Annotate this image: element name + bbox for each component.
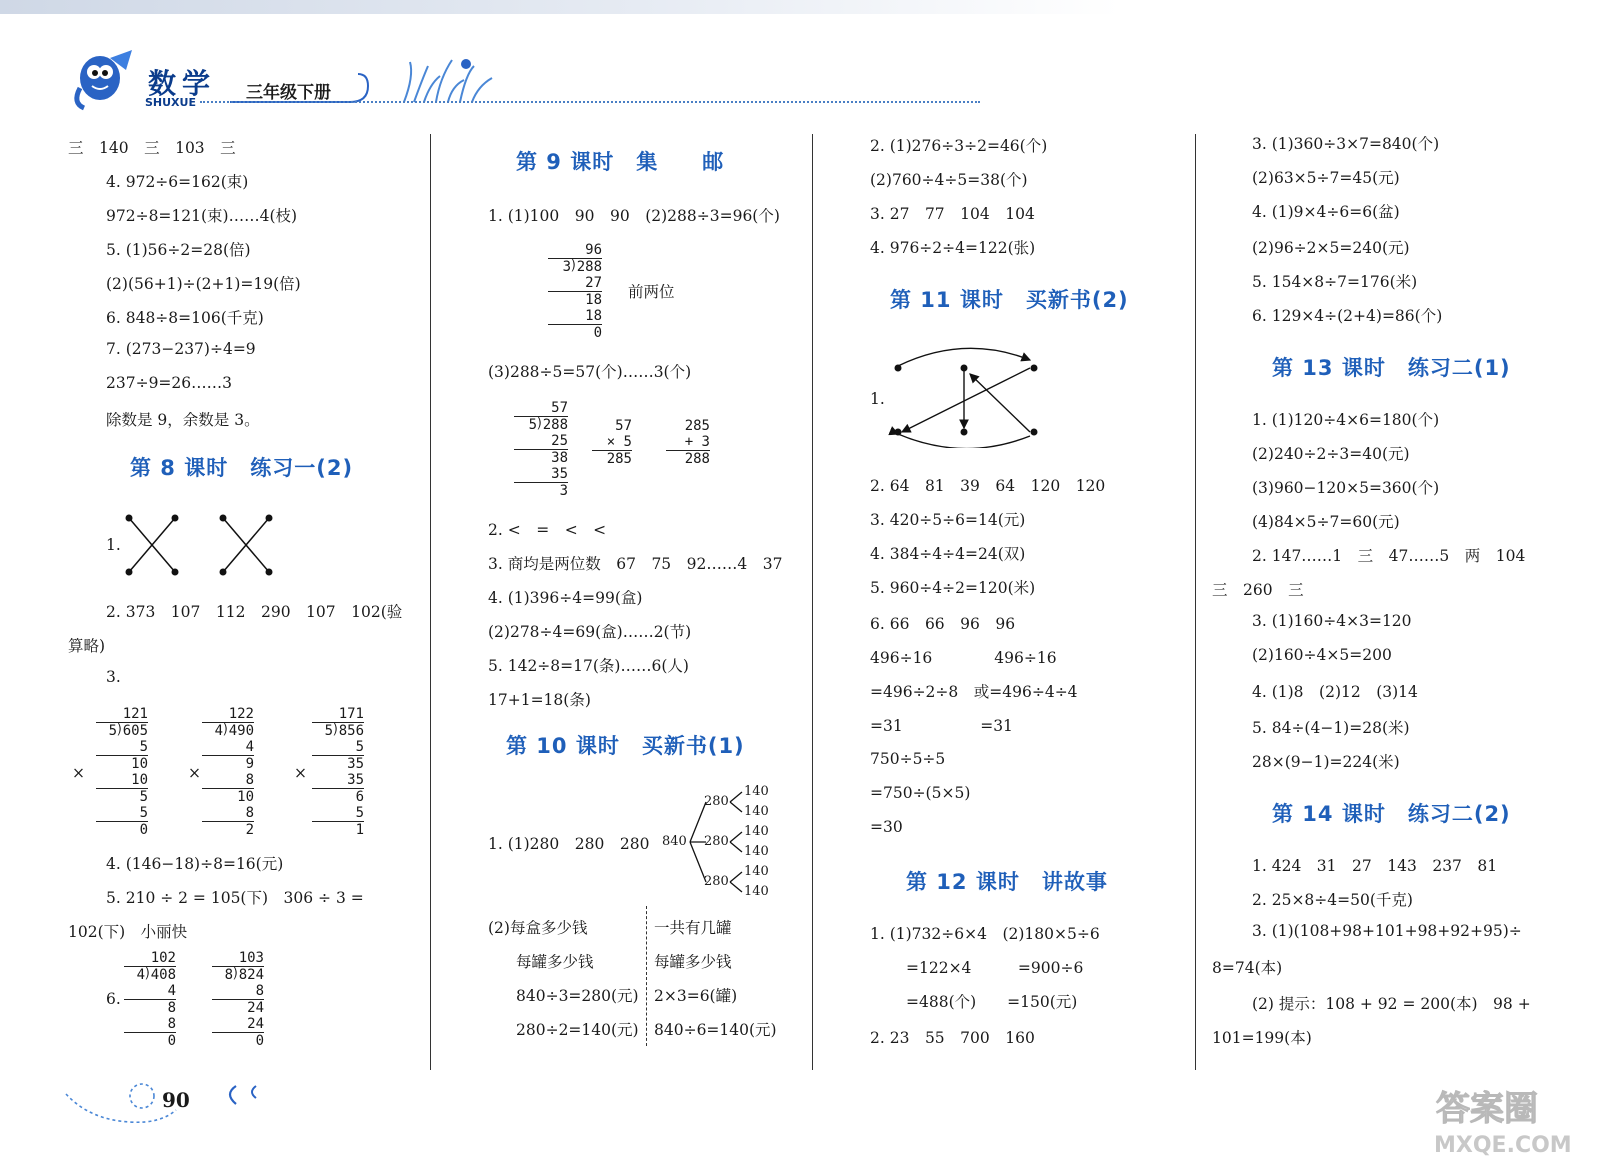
- question-number: 1.: [870, 390, 885, 408]
- step: 35: [312, 755, 364, 772]
- long-division: [202, 706, 254, 838]
- lesson-heading: 第 11 课时 买新书(2): [890, 288, 1129, 312]
- answer-line: 750÷5÷5: [870, 750, 946, 768]
- quotient: 57: [551, 400, 568, 416]
- tree-leaf: 140: [744, 884, 769, 899]
- dividend: 5⟌605: [96, 722, 148, 739]
- step: 4: [167, 983, 176, 999]
- book-pinyin: SHUXUE: [145, 96, 196, 109]
- quotient: 171: [338, 706, 364, 722]
- answer-line: (2)63×5÷7=45(元): [1252, 169, 1400, 187]
- column-divider: [1195, 134, 1196, 1070]
- step: 5: [139, 739, 148, 755]
- answer-line: (2)240÷2÷3=40(元): [1252, 445, 1410, 463]
- annotation-note: 前两位: [628, 283, 675, 301]
- quotient: 121: [122, 706, 148, 722]
- answer-line: (2)760÷4÷5=38(个): [870, 171, 1028, 189]
- long-division: [212, 950, 264, 1049]
- mascot-icon: [70, 48, 140, 112]
- answer-line: 2. 64 81 39 64 120 120: [870, 477, 1106, 495]
- answer-line: 2. < = < <: [488, 521, 607, 539]
- answer-line: 3. 420÷5÷6=14(元): [870, 511, 1026, 529]
- answer-line: 28×(9−1)=224(米): [1252, 753, 1400, 771]
- answer-line: 每罐多少钱: [516, 953, 594, 971]
- answer-line: 4. 384÷4÷4=24(双): [870, 545, 1026, 563]
- quotient: 102: [150, 950, 176, 966]
- answer-line: 算略): [68, 637, 106, 655]
- answer-line: 1. (1)100 90 90 (2)288÷3=96(个): [488, 207, 780, 225]
- answer-line: 每罐多少钱: [654, 953, 732, 971]
- answer-line: (2)(56+1)÷(2+1)=19(倍): [106, 275, 301, 293]
- answer-line: 1. (1)120÷4×6=180(个): [1252, 411, 1440, 429]
- tree-leaf: 140: [744, 824, 769, 839]
- answer-line: =496÷2÷8 或=496÷4÷4: [870, 683, 1078, 701]
- answer-line: 102(下) 小丽快: [68, 923, 188, 941]
- step: 10: [131, 772, 148, 788]
- grass-decoration-icon: [400, 56, 520, 104]
- check-multiplication: [592, 418, 632, 467]
- step: 5: [96, 788, 148, 805]
- cross-mark: ×: [188, 764, 201, 782]
- svg-text:答案圈: 答案圈: [1436, 1089, 1538, 1129]
- answer-line: (2) 提示：108 + 92 = 200(本) 98 +: [1252, 995, 1531, 1013]
- question-number: 6.: [106, 990, 121, 1008]
- step: 35: [551, 466, 568, 482]
- lesson-heading: 第 8 课时 练习一(2): [130, 456, 354, 480]
- long-division: [312, 706, 364, 838]
- lesson-heading: 第 14 课时 练习二(2): [1272, 802, 1511, 826]
- dividend: 5⟌288: [514, 416, 568, 433]
- answer-line: 840÷3=280(元): [516, 987, 639, 1005]
- answer-line: 6. 129×4÷(2+4)=86(个): [1252, 307, 1443, 325]
- step: 24: [247, 1016, 264, 1032]
- answer-line: 2. 23 55 700 160: [870, 1029, 1035, 1047]
- answer-line: 496÷16 496÷16: [870, 649, 1057, 667]
- step: 35: [347, 772, 364, 788]
- factor: 57: [615, 418, 632, 434]
- answer-line: 5. 210 ÷ 2 = 105(下) 306 ÷ 3 =: [106, 889, 364, 907]
- answer-line: (2)每盒多少钱: [488, 919, 588, 937]
- question-number: 1.: [106, 536, 121, 554]
- remainder: 0: [212, 1032, 264, 1049]
- answer-line: 6. 848÷8=106(千克): [106, 309, 264, 327]
- step: 24: [212, 999, 264, 1016]
- answer-line: 1. 424 31 27 143 237 81: [1252, 857, 1498, 875]
- answer-line: 5. 960÷4÷2=120(米): [870, 579, 1036, 597]
- page-number: 90: [162, 1088, 190, 1112]
- question-number: 3.: [106, 668, 121, 686]
- long-division: [96, 706, 148, 838]
- lesson-heading: 第 12 课时 讲故事: [906, 870, 1108, 894]
- matching-cross-diagram: [123, 512, 283, 582]
- answer-line: 2. (1)276÷3÷2=46(个): [870, 137, 1048, 155]
- answer-line: 5. 142÷8=17(条)……6(人): [488, 657, 689, 675]
- tree-node: 280: [704, 834, 729, 849]
- answer-line: =31 =31: [870, 717, 1013, 735]
- tree-leaf: 140: [744, 844, 769, 859]
- dividend: 4⟌408: [124, 966, 176, 983]
- lesson-heading: 第 9 课时 集 邮: [516, 150, 725, 174]
- remainder: 2: [202, 821, 254, 838]
- book-title: 数学: [148, 67, 217, 100]
- answer-line: 17+1=18(条): [488, 691, 591, 709]
- step: 38: [514, 449, 568, 466]
- answer-line: 4. (1)396÷4=99(盒): [488, 589, 643, 607]
- cross-mark: ×: [72, 764, 85, 782]
- answer-line: 237÷9=26……3: [106, 374, 233, 392]
- dashed-divider: [646, 906, 647, 1046]
- answer-line: 5. 154×8÷7=176(米): [1252, 273, 1418, 291]
- long-division: [548, 242, 602, 341]
- long-division: [514, 400, 568, 499]
- tree-node: 280: [704, 874, 729, 889]
- step: 8: [245, 805, 254, 821]
- lesson-heading: 第 13 课时 练习二(1): [1272, 356, 1511, 380]
- remainder: 0: [124, 1032, 176, 1049]
- cross-mark: ×: [294, 764, 307, 782]
- remainder: 1: [312, 821, 364, 838]
- answer-line: 3. (1)160÷4×3=120: [1252, 612, 1412, 630]
- column-divider: [430, 134, 431, 1070]
- quotient: 96: [585, 242, 602, 258]
- column-divider: [812, 134, 813, 1070]
- step: 6: [312, 788, 364, 805]
- answer-line: 4. (146−18)÷8=16(元): [106, 855, 284, 873]
- answer-line: (2)96÷2×5=240(元): [1252, 239, 1410, 257]
- tree-leaf: 140: [744, 864, 769, 879]
- quotient: 103: [238, 950, 264, 966]
- step: 10: [96, 755, 148, 772]
- grade-label: 三年级下册: [246, 83, 331, 103]
- addend: + 3: [684, 434, 710, 450]
- matching-arrows-diagram: [886, 338, 1046, 448]
- step: 18: [585, 308, 602, 324]
- factor-tree: [662, 784, 792, 900]
- answer-line: 972÷8=121(束)……4(枝): [106, 207, 298, 225]
- factor: × 5: [606, 434, 632, 450]
- step: 5: [355, 805, 364, 821]
- dividend: 3⟌288: [548, 258, 602, 275]
- answer-line: 除数是 9，余数是 3。: [106, 411, 260, 429]
- step: 8: [245, 772, 254, 788]
- lesson-heading: 第 10 课时 买新书(1): [506, 734, 745, 758]
- header-rule: [200, 101, 980, 103]
- tree-node: 280: [704, 794, 729, 809]
- answer-line: (2)160÷4×5=200: [1252, 646, 1392, 664]
- remainder: 0: [548, 324, 602, 341]
- step: 4: [245, 739, 254, 755]
- step: 10: [202, 788, 254, 805]
- answer-line: 5. 84÷(4−1)=28(米): [1252, 719, 1410, 737]
- answer-line: (2)278÷4=69(盒)……2(节): [488, 623, 692, 641]
- answer-line: 5. (1)56÷2=28(倍): [106, 241, 251, 259]
- answer-line: =30: [870, 818, 903, 836]
- answer-line: 2. 373 107 112 290 107 102(验: [106, 603, 403, 621]
- answer-line: 2. 147……1 三 47……5 两 104: [1252, 547, 1526, 565]
- quotient: 122: [228, 706, 254, 722]
- step: 5: [355, 739, 364, 755]
- long-division: [124, 950, 176, 1049]
- answer-line: 6. 66 66 96 96: [870, 615, 1016, 633]
- step: 5: [139, 805, 148, 821]
- dividend: 4⟌490: [202, 722, 254, 739]
- watermark-logo: [1428, 1080, 1578, 1160]
- answer-line: 4. (1)8 (2)12 (3)14: [1252, 683, 1418, 701]
- answer-line: 3. (1)(108+98+101+98+92+95)÷: [1252, 922, 1522, 940]
- tree-root: 840: [662, 834, 687, 849]
- page-header: [0, 0, 1000, 120]
- addend: 285: [684, 418, 710, 434]
- answer-line: 101=199(本): [1212, 1029, 1312, 1047]
- product: 285: [592, 450, 632, 467]
- answer-line: 2. 25×8÷4=50(千克): [1252, 891, 1413, 909]
- answer-line: (3)960−120×5=360(个): [1252, 479, 1440, 497]
- step: 9: [202, 755, 254, 772]
- answer-line: 4. (1)9×4÷6=6(盆): [1252, 203, 1400, 221]
- answer-line: 4. 976÷2÷4=122(张): [870, 239, 1036, 257]
- answer-line: 一共有几罐: [654, 919, 732, 937]
- answer-line: 三 260 三: [1212, 581, 1304, 599]
- answer-line: 3. (1)360÷3×7=840(个): [1252, 135, 1440, 153]
- watermark-text: MXQE.COM: [1434, 1133, 1572, 1158]
- answer-line: 3. 27 77 104 104: [870, 205, 1035, 223]
- step: 8: [124, 999, 176, 1016]
- remainder: 3: [514, 482, 568, 499]
- answer-line: 1. (1)732÷6×4 (2)180×5÷6: [870, 925, 1100, 943]
- answer-line: 280÷2=140(元): [516, 1021, 639, 1039]
- check-addition: [666, 418, 710, 467]
- answer-line: =750÷(5×5): [870, 784, 971, 802]
- remainder: 0: [96, 821, 148, 838]
- answer-line: (4)84×5÷7=60(元): [1252, 513, 1400, 531]
- answer-line: 2×3=6(罐): [654, 987, 738, 1005]
- step: 25: [551, 433, 568, 449]
- answer-line: (3)288÷5=57(个)……3(个): [488, 363, 692, 381]
- answer-line: 840÷6=140(元): [654, 1021, 777, 1039]
- step: 8: [255, 983, 264, 999]
- answer-line: 3. 商均是两位数 67 75 92……4 37: [488, 555, 783, 573]
- dividend: 8⟌824: [212, 966, 264, 983]
- tree-leaf: 140: [744, 784, 769, 799]
- sum: 288: [666, 450, 710, 467]
- step: 8: [167, 1016, 176, 1032]
- answer-line: 7. (273−237)÷4=9: [106, 340, 256, 358]
- answer-line: 4. 972÷6=162(束): [106, 173, 249, 191]
- answer-line: 8=74(本): [1212, 959, 1283, 977]
- step: 27: [585, 275, 602, 291]
- answer-line: =122×4 =900÷6: [906, 959, 1084, 977]
- answer-line: 三 140 三 103 三: [68, 139, 236, 157]
- answer-line: 1. (1)280 280 280: [488, 835, 650, 853]
- answer-line: =488(个) =150(元): [906, 993, 1078, 1011]
- step: 18: [548, 291, 602, 308]
- dividend: 5⟌856: [312, 722, 364, 739]
- tree-leaf: 140: [744, 804, 769, 819]
